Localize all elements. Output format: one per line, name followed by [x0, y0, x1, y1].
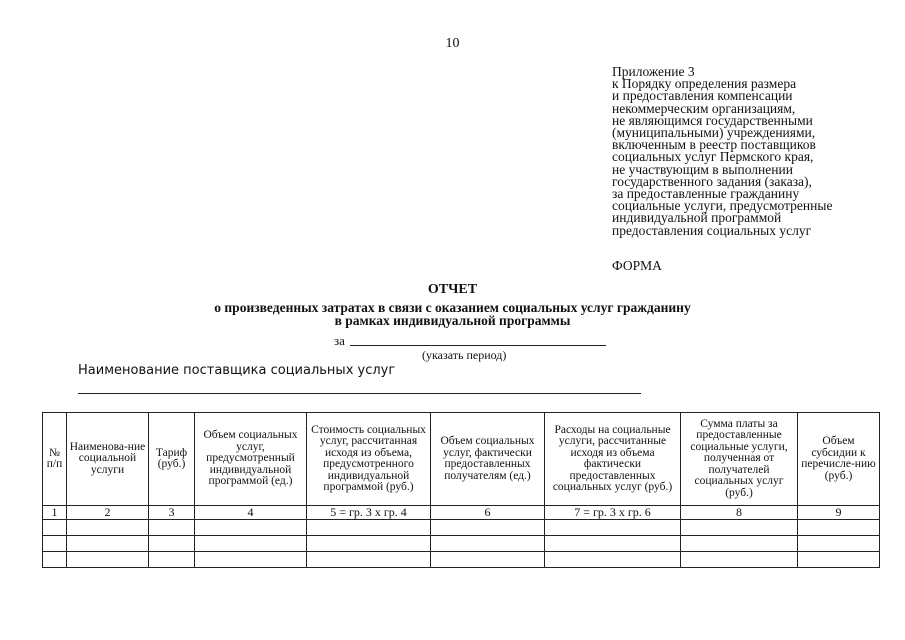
header-cell-actual-volume: Объем социальных услуг, фактически предоставленных получателям (ед.) — [431, 413, 545, 506]
empty-cell[interactable] — [67, 520, 149, 536]
header-row — [43, 413, 880, 506]
column-number-cell: 6 — [431, 506, 545, 520]
report-title: ОТЧЕТ — [427, 282, 478, 297]
appendix-line: за предоставленные гражданину — [612, 186, 800, 202]
column-number-row — [43, 506, 880, 520]
column-number-cell: 3 — [149, 506, 195, 520]
header-cell-service-name: Наименова-ние социальной услуги — [67, 413, 149, 506]
empty-cell[interactable] — [307, 520, 431, 536]
empty-cell[interactable] — [195, 536, 307, 552]
empty-cell[interactable] — [681, 520, 798, 536]
header-cell-actual-expenses: Расходы на социальные услуги, рассчитанные исходя из объема фактически предоставленных социальных услуг (руб.) — [545, 413, 681, 506]
empty-cell[interactable] — [43, 552, 67, 568]
appendix-block — [612, 66, 832, 237]
column-number-cell: 1 — [43, 506, 67, 520]
column-number-cell: 2 — [67, 506, 149, 520]
appendix-line: государственного задания (заказа), — [612, 173, 812, 189]
empty-cell[interactable] — [681, 536, 798, 552]
empty-cell[interactable] — [195, 520, 307, 536]
empty-cell[interactable] — [545, 552, 681, 568]
appendix-line: и предоставления компенсации — [612, 88, 793, 104]
header-cell-subsidy: Объем субсидии к перечисле-нию (руб.) — [798, 413, 880, 506]
page-number: 10 — [445, 36, 460, 51]
empty-cell[interactable] — [798, 552, 880, 568]
empty-cell[interactable] — [431, 552, 545, 568]
empty-cell[interactable] — [545, 536, 681, 552]
empty-table-row — [43, 536, 880, 552]
report-subtitle-line1: о произведенных затратах в связи с оказанием социальных услуг гражданину — [214, 300, 691, 315]
empty-cell[interactable] — [307, 536, 431, 552]
report-subtitle-line2: в рамках индивидуальной программы — [334, 312, 571, 328]
appendix-line: социальных услуг Пермского края, — [612, 149, 814, 165]
provider-label: Наименование поставщика социальных услуг — [78, 363, 396, 378]
empty-cell[interactable] — [195, 552, 307, 568]
empty-cell[interactable] — [681, 552, 798, 568]
appendix-line: (муниципальными) учреждениями, — [612, 125, 816, 141]
report-table — [42, 412, 880, 568]
empty-cell[interactable] — [798, 536, 880, 552]
header-cell-planned-cost: Стоимость социальных услуг, рассчитанная исходя из объема, предусмотренного индивидуальной программой (руб.) — [307, 413, 431, 506]
empty-cell[interactable] — [67, 536, 149, 552]
appendix-line: не участвующим в выполнении — [612, 161, 793, 177]
period-hint: (указать период) — [422, 348, 507, 362]
empty-cell[interactable] — [431, 520, 545, 536]
empty-cell[interactable] — [149, 520, 195, 536]
header-cell-tariff: Тариф (руб.) — [149, 413, 195, 506]
column-number-cell: 8 — [681, 506, 798, 520]
appendix-line: некоммерческим организациям, — [612, 100, 796, 116]
header-cell-planned-volume: Объем социальных услуг, предусмотренный индивидуальной программой (ед.) — [195, 413, 307, 506]
period-prefix: за — [334, 333, 345, 348]
empty-cell[interactable] — [431, 536, 545, 552]
appendix-line: к Порядку определения размера — [612, 76, 797, 92]
header-cell-number: № п/п — [43, 413, 67, 506]
empty-cell[interactable] — [149, 552, 195, 568]
column-number-cell: 4 — [195, 506, 307, 520]
column-number-cell: 7 = гр. 3 х гр. 6 — [545, 506, 681, 520]
period-field-line[interactable] — [350, 345, 606, 346]
appendix-line: не являющимся государственными — [612, 112, 813, 128]
appendix-line: включенным в реестр поставщиков — [612, 137, 816, 153]
provider-field-line[interactable] — [78, 393, 641, 394]
header-cell-received-payment: Сумма платы за предоставленные социальные услуги, полученная от получателей социальных услуг (руб.) — [681, 413, 798, 506]
appendix-line: Приложение 3 — [612, 64, 695, 79]
empty-cell[interactable] — [43, 520, 67, 536]
report-subtitle — [0, 302, 905, 327]
appendix-line: социальные услуги, предусмотренные — [612, 198, 833, 214]
empty-cell[interactable] — [307, 552, 431, 568]
column-number-cell: 5 = гр. 3 х гр. 4 — [307, 506, 431, 520]
empty-table-row — [43, 552, 880, 568]
form-label: ФОРМА — [612, 258, 662, 273]
appendix-line: предоставления социальных услуг — [612, 222, 812, 238]
empty-cell[interactable] — [798, 520, 880, 536]
empty-cell[interactable] — [67, 552, 149, 568]
empty-cell[interactable] — [43, 536, 67, 552]
column-number-cell: 9 — [798, 506, 880, 520]
appendix-line: индивидуальной программой — [612, 210, 782, 226]
empty-cell[interactable] — [149, 536, 195, 552]
empty-table-row — [43, 520, 880, 536]
empty-cell[interactable] — [545, 520, 681, 536]
